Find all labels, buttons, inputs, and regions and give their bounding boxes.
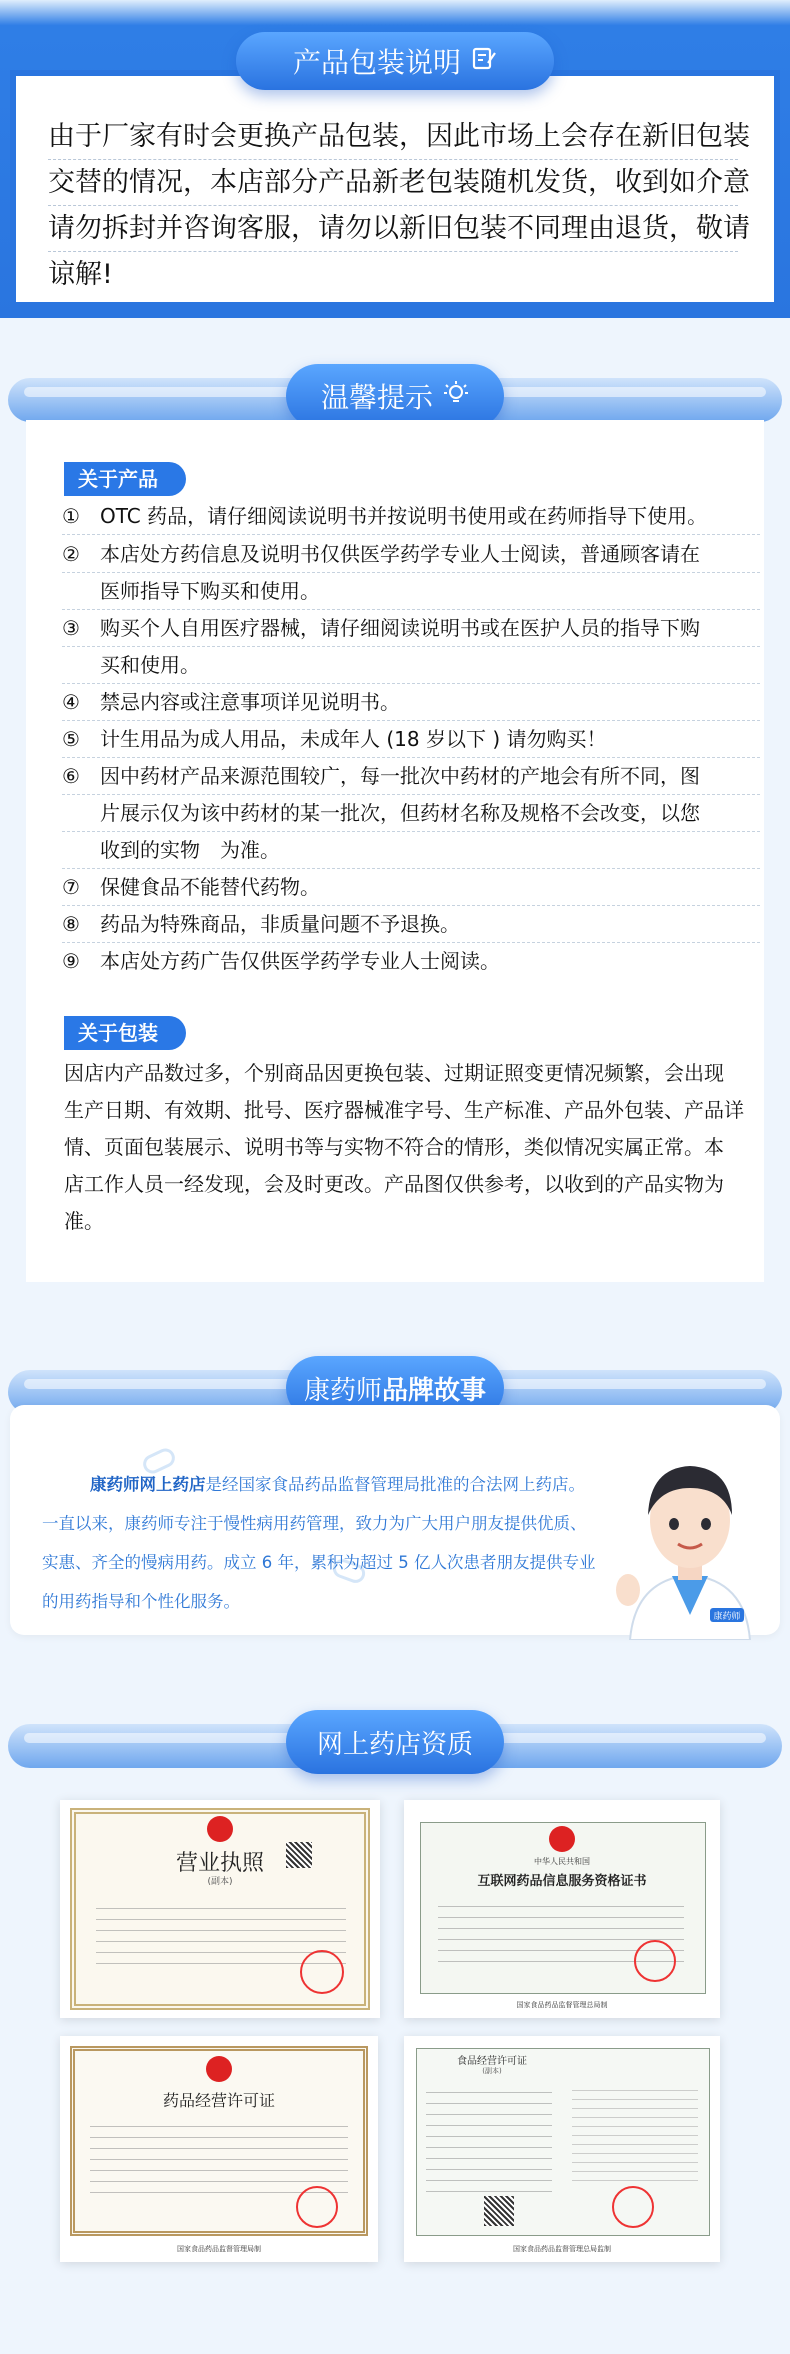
qualification-title-pill [286, 1710, 504, 1774]
tip-item-9 [62, 943, 760, 979]
tip-item-4 [62, 684, 760, 721]
story-title-b: 品牌故事 [382, 1375, 487, 1406]
tip-number: ③ [62, 616, 80, 640]
pharmacist-mascot-illustration [610, 1440, 770, 1640]
national-emblem-icon [207, 1816, 233, 1842]
food-business-license-image [404, 2036, 720, 2262]
mascot-badge: 康药师 [713, 1612, 741, 1622]
tip-number: ⑨ [62, 949, 80, 973]
tip-number: ① [62, 504, 80, 528]
tip-text: 本店处方药广告仅供医学药学专业人士阅读。 [100, 949, 500, 973]
tip-text: 保健食品不能替代药物。 [100, 875, 320, 899]
tip-number: ⑦ [62, 875, 80, 899]
cert-sub: (副本) [207, 1877, 233, 1887]
lightbulb-icon [443, 380, 469, 412]
tip-item-2 [62, 536, 760, 610]
story-line: 一直以来，康药师专注于慢性病用药管理，致力为广大用户朋友提供优质、 [42, 1514, 587, 1533]
national-emblem-icon [206, 2056, 232, 2082]
tip-text: 收到的实物 为准。 [62, 832, 760, 869]
tip-item-7 [62, 869, 760, 906]
notice-line: 谅解! [48, 259, 113, 290]
tip-text: 买和使用。 [62, 647, 760, 684]
qualification-title: 网上药店资质 [316, 1729, 473, 1760]
cert-footer: 国家食品药品监督管理局制 [177, 2245, 261, 2253]
package-line: 店工作人员一经发现，会及时更改。产品图仅供参考，以收到的产品实物为 [64, 1172, 724, 1196]
qr-code-icon [286, 1842, 312, 1868]
package-line: 情、页面包装展示、说明书等与实物不符合的情形，类似情况实属正常。本 [64, 1135, 724, 1159]
notice-line: 由于厂家有时会更换产品包装，因此市场上会存在新旧包装 [48, 114, 738, 160]
cert-footer: 国家食品药品监督管理总局监制 [513, 2245, 611, 2253]
tip-text: 片展示仅为该中药材的某一批次，但药材名称及规格不会改变，以您 [62, 795, 760, 832]
about-package-tag: 关于包装 [64, 1016, 186, 1050]
tips-title: 温馨提示 [320, 381, 433, 414]
tip-number: ⑤ [62, 727, 80, 751]
tips-title-pill [286, 364, 504, 428]
tip-text: 药品为特殊商品，非质量问题不予退换。 [100, 912, 460, 936]
cert-footer: 国家食品药品监督管理总局制 [516, 2001, 608, 2009]
note-edit-icon [471, 45, 497, 77]
official-seal-icon [634, 1940, 676, 1982]
tip-number: ⑧ [62, 912, 80, 936]
package-line: 生产日期、有效期、批号、医疗器械准字号、生产标准、产品外包装、产品详 [64, 1098, 744, 1122]
business-license-image [60, 1800, 380, 2018]
cert-sub: 中华人民共和国 [534, 1857, 590, 1866]
package-text [64, 1055, 758, 1240]
tip-number: ④ [62, 690, 80, 714]
notice-line: 请勿拆封并咨询客服，请勿以新旧包装不同理由退货，敬请 [48, 206, 738, 252]
tip-text: OTC 药品，请仔细阅读说明书并按说明书使用或在药师指导下使用。 [100, 504, 708, 528]
cert-heading: 互联网药品信息服务资格证书 [477, 1874, 647, 1889]
brand-name: 康药师网上药店 [90, 1475, 206, 1494]
tip-number: ② [62, 542, 80, 566]
notice-line: 交替的情况，本店部分产品新老包装随机发货，收到如介意 [48, 160, 738, 206]
drug-business-license-image [60, 2036, 378, 2262]
story-title-a: 康药师 [303, 1375, 382, 1406]
cert-heading: 药品经营许可证 [162, 2091, 275, 2110]
national-emblem-icon [549, 1826, 575, 1852]
tip-text: 计生用品为成人用品，未成年人 (18 岁以下 ) 请勿购买！ [100, 727, 607, 751]
tip-item-5 [62, 721, 760, 758]
tip-number: ⑥ [62, 764, 80, 788]
tip-item-6 [62, 758, 760, 869]
tip-item-1 [62, 498, 760, 535]
cert-heading: 食品经营许可证 [457, 2056, 527, 2067]
about-product-tag: 关于产品 [64, 462, 186, 496]
tip-text: 本店处方药信息及说明书仅供医学药学专业人士阅读，普通顾客请在 [100, 542, 700, 566]
tip-text: 因中药材产品来源范围较广，每一批次中药材的产地会有所不同，图 [100, 764, 700, 788]
packaging-notice-title: 产品包装说明 [292, 46, 461, 79]
tip-item-3 [62, 610, 760, 684]
cert-sub: (副本) [482, 2067, 502, 2075]
story-line: 实惠、齐全的慢病用药。成立 6 年，累积为超过 5 亿人次患者朋友提供专业 [42, 1553, 596, 1572]
official-seal-icon [612, 2186, 654, 2228]
package-line: 准。 [64, 1209, 104, 1233]
tips-card [26, 420, 764, 1282]
packaging-notice-title-pill [236, 32, 554, 90]
story-line: 是经国家食品药品监督管理局批准的合法网上药店。 [205, 1475, 585, 1494]
qr-code-icon [484, 2196, 514, 2226]
internet-drug-info-certificate-image [404, 1800, 720, 2018]
official-seal-icon [296, 2186, 338, 2228]
tip-text: 医师指导下购买和使用。 [62, 573, 760, 610]
tip-text: 禁忌内容或注意事项详见说明书。 [100, 690, 400, 714]
tip-item-8 [62, 906, 760, 943]
story-line: 的用药指导和个性化服务。 [42, 1592, 240, 1611]
brand-story-text [42, 1465, 622, 1621]
package-line: 因店内产品数过多，个别商品因更换包装、过期证照变更情况频繁，会出现 [64, 1061, 724, 1085]
packaging-notice-text [48, 114, 750, 297]
official-seal-icon [300, 1950, 344, 1994]
cert-heading: 营业执照 [175, 1851, 264, 1876]
tip-text: 购买个人自用医疗器械，请仔细阅读说明书或在医护人员的指导下购 [100, 616, 700, 640]
